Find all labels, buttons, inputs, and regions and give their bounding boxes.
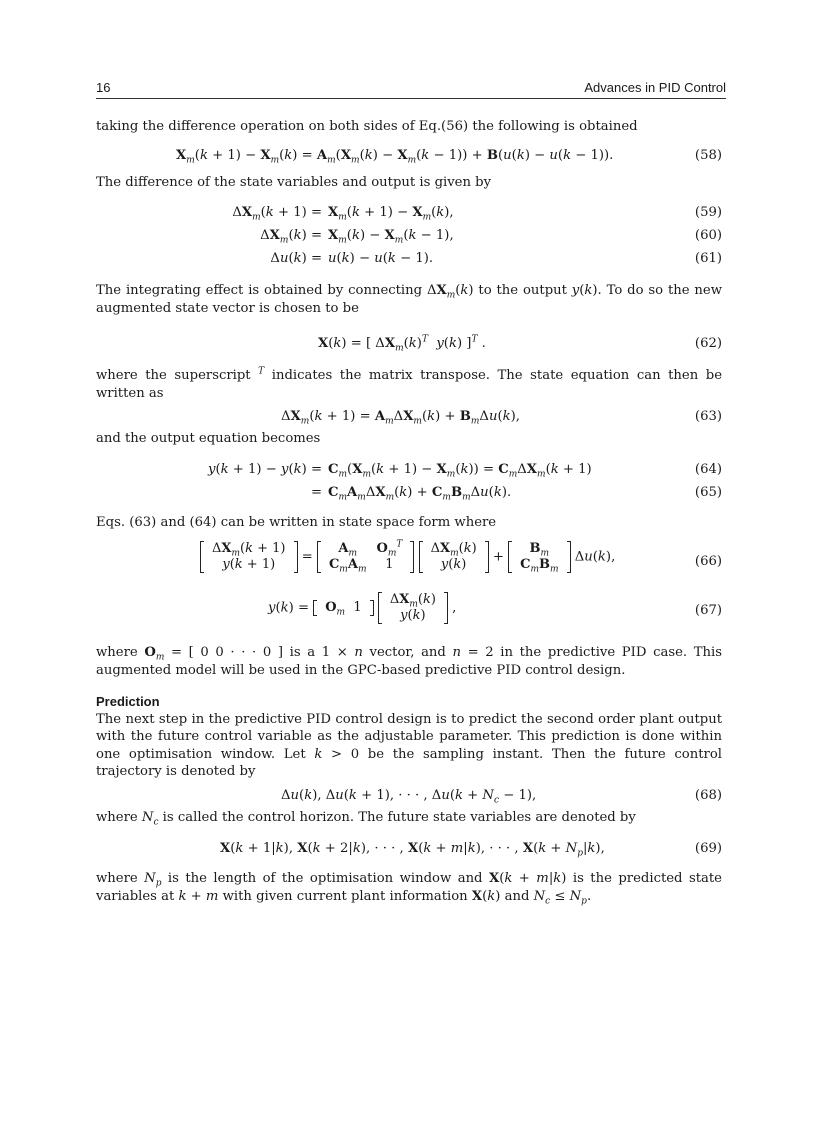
equation-59: $\Delta X_m(k + 1)$ = $X_m(k + 1) - X_m(k)$, (59) — [232, 205, 722, 223]
paragraph-9: where $N_c$ is called the control horizon. The future state variables are denoted by — [96, 809, 636, 828]
equation-62: X(k) = [ $\Delta X_m(k)^T$ y(k) ]$^T$ . (62) — [318, 334, 722, 354]
paragraph-1: taking the difference operation on both sides of Eq.(56) the following is obtained — [96, 119, 638, 134]
matrix-a: $A_m$ $O_m^T$ $C_mA_m$ 1 — [317, 541, 414, 573]
equation-66: $\Delta X_m(k + 1)$ y(k + 1) = $A_m$ $O_m^T$ $C_mA_m$ 1 $\Delta X_m(k)$ y(k) + $B_m$ $C_mB_m$ Δu(k), (66) — [96, 539, 722, 585]
equation-59-number: (59) — [694, 205, 722, 220]
equation-69-number: (69) — [694, 841, 722, 856]
page-number: 16 — [96, 80, 111, 95]
equation-68-number: (68) — [694, 787, 722, 803]
paragraph-2: The difference of the state variables and output is given by — [96, 174, 492, 190]
page-header — [96, 80, 726, 98]
matrix-lhs: $\Delta X_m(k + 1)$ y(k + 1) — [200, 541, 298, 573]
equation-61: Δu(k) = u(k) − u(k − 1). (61) — [270, 251, 722, 266]
running-title: Advances in PID Control — [584, 80, 726, 95]
equation-63: $\Delta X_m(k + 1) = A_m\Delta X_m(k) + B_m\Delta u(k)$, (63) — [281, 409, 722, 427]
matrix-state-2: $\Delta X_m(k)$ y(k) — [378, 592, 448, 624]
paragraph-6: Eqs. (63) and (64) can be written in state space form where — [96, 514, 497, 530]
header-rule — [96, 98, 726, 99]
equation-60-number: (60) — [694, 228, 722, 243]
equation-block-64-65 — [96, 458, 722, 504]
equation-58 — [96, 143, 722, 167]
equation-66-number: (66) — [694, 554, 722, 569]
equation-64: y(k + 1) − y(k) = $C_m(X_m(k + 1) - X_m(k)) = C_m\Delta X_m(k + 1)$ (64) — [207, 461, 722, 480]
equation-60: $\Delta X_m(k)$ = $X_m(k) - X_m(k - 1)$, (60) — [260, 228, 722, 246]
paragraph-10: where $N_p$ is the length of the optimisation window and X(k + m|k) is the predicted state variables at k + m with given current plant information X(k) and $N_c \le N_p$. — [96, 871, 722, 907]
equation-69: X(k + 1|k), X(k + 2|k), · · · , X(k + m|k), · · · , $X(k + N_p|k)$, (69) — [220, 841, 722, 859]
equation-64-number: (64) — [694, 461, 722, 477]
matrix-c: $O_m$ 1 — [313, 600, 373, 616]
page-body — [96, 118, 722, 905]
equation-block-59-61 — [96, 201, 722, 270]
equation-68: Δu(k), Δu(k + 1), · · · , $\Delta u(k + N_c - 1)$, (68) — [281, 787, 722, 806]
paragraph-8: The next step in the predictive PID control design is to predict the second order plant output with the future control variable as the adjustable parameter. This prediction is done within one optimisation window. Let k > 0 be the sampling instant. Then the future control trajectory is denoted by — [96, 711, 722, 779]
equation-67: y(k) = $O_m$ 1 $\Delta X_m(k)$ y(k) , (67) — [268, 592, 722, 623]
equation-67-number: (67) — [694, 603, 722, 618]
equation-63-number: (63) — [694, 409, 722, 424]
paragraph-4: where the superscript $^T$ indicates the matrix transpose. The state equation can then be written as — [96, 366, 722, 401]
matrix-b: $B_m$ $C_mB_m$ — [508, 541, 570, 573]
paragraph-3: The integrating effect is obtained by connecting $\Delta X_m(k)$ to the output y(k). To do so the new augmented state vector is chosen to be — [96, 283, 722, 316]
matrix-state: $\Delta X_m(k)$ y(k) — [419, 541, 489, 573]
paragraph-5: and the output equation becomes — [96, 431, 321, 446]
equation-58-number: (58) — [694, 147, 722, 163]
paragraph-7: where $O_m$ = [ 0 0 · · · 0 ] is a 1 × n vector, and n = 2 in the predictive PID case. This augmented model will be used in the GPC-based predictive PID control design. — [96, 645, 722, 678]
equation-65: = $C_mA_m\Delta X_m(k) + C_mB_m\Delta u(k)$. (65) — [310, 484, 722, 503]
equation-58-body: $X_m(k + 1) - X_m(k) = A_m(X_m(k) - X_m(k - 1)) + B(u(k) - u(k - 1))$. — [176, 147, 614, 166]
equation-65-number: (65) — [694, 484, 722, 500]
equation-62-number: (62) — [694, 336, 722, 351]
section-heading-prediction: Prediction — [96, 694, 160, 709]
equation-61-number: (61) — [694, 251, 722, 266]
